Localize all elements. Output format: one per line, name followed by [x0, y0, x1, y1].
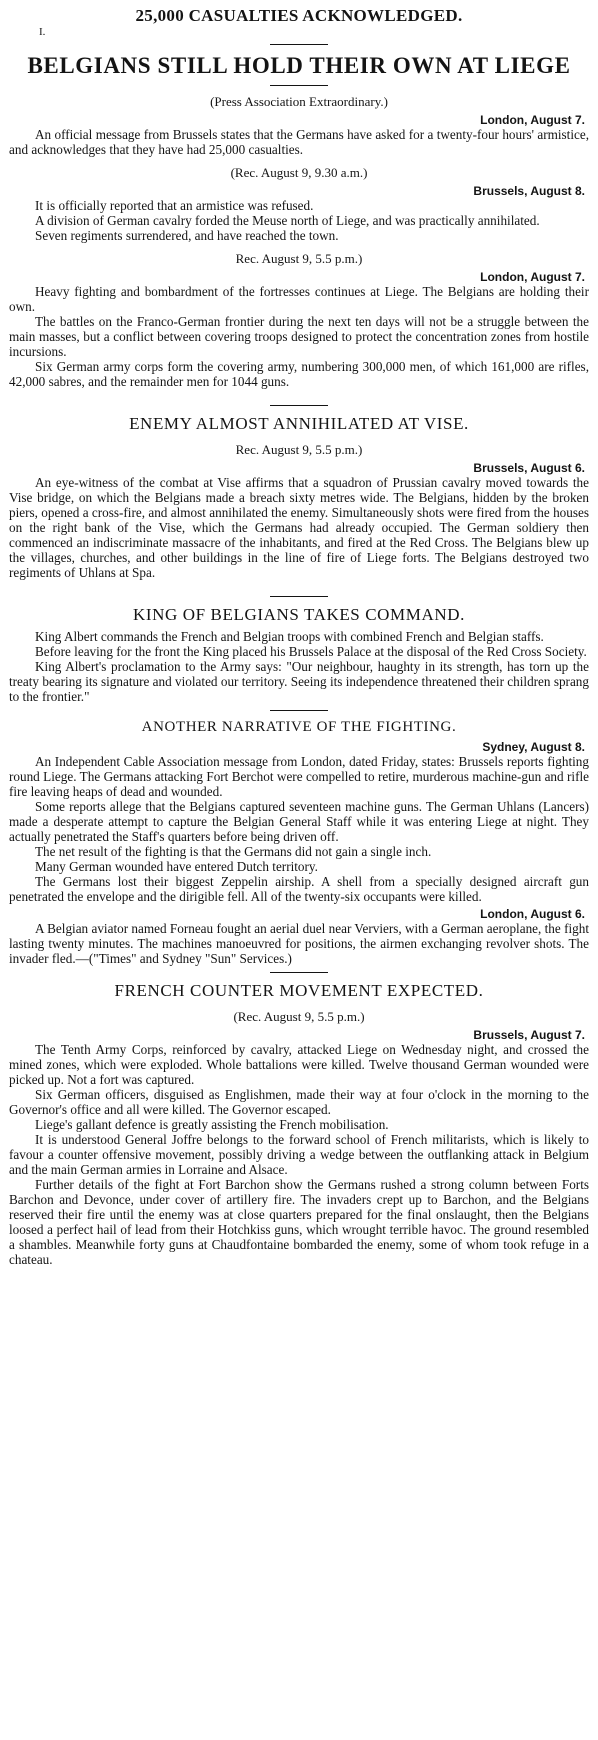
paragraph: An Independent Cable Association message from London, dated Friday, states: Brussels reports fighting round Liege. The Germans attacking Fort Berchot were compelled to retire, murderous machine-gun and rifle fire leaving heaps of dead and wounded.: [9, 754, 589, 799]
section-heading: ENEMY ALMOST ANNIHILATED AT VISE.: [129, 414, 469, 433]
top-title: 25,000 CASUALTIES ACKNOWLEDGED.: [135, 6, 463, 25]
paragraph: Six German officers, disguised as Englishmen, made their way at four o'clock in the morning to the Governor's office and all were killed. The Governor escaped.: [9, 1087, 589, 1117]
divider-rule: [270, 710, 328, 711]
article-section: [9, 605, 589, 704]
paragraph: The Tenth Army Corps, reinforced by cavalry, attacked Liege on Wednesday night, and crossed the mined zones, which were exploded. Whole battalions were killed. Twelve thousand German wounded were picked up. Not a fort was captured.: [9, 1042, 589, 1087]
paragraph: It is officially reported that an armistice was refused.: [35, 198, 314, 213]
paragraph: Before leaving for the front the King placed his Brussels Palace at the disposal of the Red Cross Society.: [35, 644, 587, 659]
section-heading: KING OF BELGIANS TAKES COMMAND.: [133, 605, 465, 624]
column-marker: I.: [39, 26, 46, 38]
paragraph: It is understood General Joffre belongs to the forward school of French militarists, which is likely to favour a counter offensive movement, possibly driving a wedge between the outflanking attack in Belgium and the main German armies in Lorraine and Alsace.: [9, 1132, 589, 1177]
article-section: [9, 251, 589, 389]
divider-rule: [270, 85, 328, 86]
press-credit: Rec. August 9, 5.5 p.m.): [235, 442, 363, 457]
paragraph: An official message from Brussels states that the Germans have asked for a twenty-four hours' armistice, and acknowledges that they have had 25,000 casualties.: [9, 127, 589, 157]
divider-rule: [270, 972, 328, 973]
main-headline: BELGIANS STILL HOLD THEIR OWN AT LIEGE: [27, 53, 571, 78]
paragraph: Seven regiments surrendered, and have reached the town.: [35, 228, 339, 243]
article-section: [9, 165, 589, 243]
paragraph: Six German army corps form the covering army, numbering 300,000 men, of which 161,000 are rifles, 42,000 sabres, and the remainder men for 1044 guns.: [9, 359, 589, 389]
paragraph: Heavy fighting and bombardment of the fortresses continues at Liege. The Belgians are holding their own.: [9, 284, 589, 314]
divider-rule: [270, 44, 328, 45]
newspaper-column: [9, 0, 589, 1267]
article-section: [9, 907, 589, 966]
divider-rule: [270, 405, 328, 406]
paragraph: Many German wounded have entered Dutch territory.: [35, 859, 318, 874]
section-heading: FRENCH COUNTER MOVEMENT EXPECTED.: [114, 981, 484, 1000]
section-heading: ANOTHER NARRATIVE OF THE FIGHTING.: [141, 719, 457, 735]
press-credit: (Press Association Extraordinary.): [210, 94, 388, 109]
dateline: London, August 6.: [480, 907, 585, 921]
dateline: London, August 7.: [480, 270, 585, 284]
paragraph: Further details of the fight at Fort Barchon show the Germans rushed a strong column between Forts Barchon and Devonce, under cover of artillery fire. The invaders crept up to Barchon, and the Belgians reserved their fire until the enemy was at close quarters prepared for the final onslaught, then the Belgians loosed a perfect hail of lead from their Hotchkiss guns, which wrought terrible havoc. The ground resembled a shambles. Meanwhile forty guns at Chaudfontaine bombarded the enemy, some of whom took refuge in a chateau.: [9, 1177, 589, 1267]
paragraph: A Belgian aviator named Forneau fought an aerial duel near Verviers, with a German aeroplane, the fight lasting twenty minutes. The machines manoeuvred for positions, the airmen exchanging revolver shots. The invader fled.—("Times" and Sydney "Sun" Services.): [9, 921, 589, 966]
article-section: [9, 94, 589, 157]
paragraph: The Germans lost their biggest Zeppelin airship. A shell from a specially designed aircraft gun penetrated the envelope and the dirigible fell. All of the twenty-six occupants were killed.: [9, 874, 589, 904]
paragraph: Some reports allege that the Belgians captured seventeen machine guns. The German Uhlans (Lancers) made a desperate attempt to capture the Belgian General Staff while it was entering Liege at night. They actually penetrated the Staff's quarters before being driven off.: [9, 799, 589, 844]
article-section: [9, 414, 589, 580]
press-credit: (Rec. August 9, 5.5 p.m.): [233, 1009, 365, 1024]
paragraph: A division of German cavalry forded the Meuse north of Liege, and was practically annihilated.: [35, 213, 540, 228]
press-credit: Rec. August 9, 5.5 p.m.): [235, 251, 363, 266]
article-section: [9, 719, 589, 904]
press-credit: (Rec. August 9, 9.30 a.m.): [230, 165, 368, 180]
dateline: Sydney, August 8.: [482, 740, 585, 754]
paragraph: King Albert's proclamation to the Army says: "Our neighbour, haughty in its strength, has torn up the treaty bearing its signature and violated our territory. Seeing its independence threatened their children sprang to the frontier.": [9, 659, 589, 704]
paragraph: Liege's gallant defence is greatly assisting the French mobilisation.: [35, 1117, 389, 1132]
paragraph: King Albert commands the French and Belgian troops with combined French and Belgian staffs.: [35, 629, 544, 644]
dateline: Brussels, August 6.: [473, 461, 585, 475]
dateline: Brussels, August 7.: [473, 1028, 585, 1042]
divider-rule: [270, 596, 328, 597]
paragraph: An eye-witness of the combat at Vise affirms that a squadron of Prussian cavalry moved towards the Vise bridge, on which the Belgians made a breach sixty metres wide. The Belgians, hidden by the broken piers, opened a cross-fire, and almost annihilated the enemy. Simultaneously shots were fired from the houses on the right bank of the Vise, which the Germans had already occupied. The German soldiery then commenced an indiscriminate massacre of the inhabitants, and fired at the Red Cross. The Belgians blew up the villages, churches, and other buildings in the line of fire of Liege forts. The Belgians destroyed two regiments of Uhlans at Spa.: [9, 475, 589, 580]
paragraph: The battles on the Franco-German frontier during the next ten days will not be a struggle between the main masses, but a conflict between covering troops designed to protect the concentration zones from hostile incursions.: [9, 314, 589, 359]
paragraph: The net result of the fighting is that the Germans did not gain a single inch.: [35, 844, 432, 859]
article-section: [9, 981, 589, 1267]
dateline: Brussels, August 8.: [473, 184, 585, 198]
dateline: London, August 7.: [480, 113, 585, 127]
